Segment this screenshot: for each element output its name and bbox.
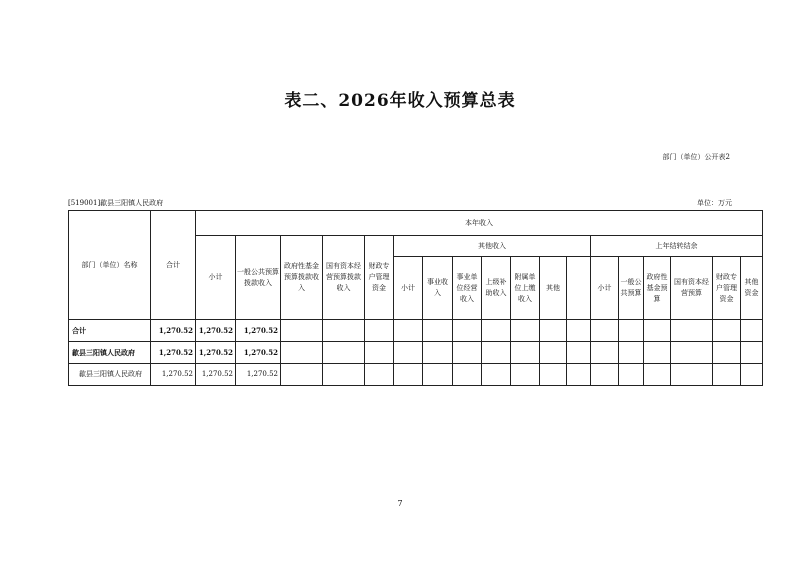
row-subtotal: 1,270.52 [196, 320, 236, 342]
header-others: 其他 [540, 257, 567, 320]
page-number: 7 [397, 499, 403, 508]
header-dept-name: 部门（单位）名称 [69, 211, 151, 320]
header-superior-subsidy: 上级补助收入 [482, 257, 511, 320]
row-general: 1,270.52 [236, 342, 281, 364]
row-general: 1,270.52 [236, 320, 281, 342]
header-affiliated-payment: 附属单位上缴收入 [511, 257, 540, 320]
header-general-budget: 一般公共预算拨款收入 [236, 236, 281, 320]
form-number: 部门（单位）公开表2 [662, 153, 730, 161]
header-co-other: 其他资金 [741, 257, 763, 320]
header-state-capital: 国有资本经营预算拨款收入 [323, 236, 365, 320]
unit-label: 单位：万元 [697, 199, 732, 207]
row-total: 1,270.52 [151, 364, 196, 386]
row-subtotal: 1,270.52 [196, 364, 236, 386]
header-gov-fund: 政府性基金预算拨款收入 [281, 236, 323, 320]
header-carryover: 上年结转结余 [591, 236, 763, 257]
header-business-income: 事业收入 [423, 257, 453, 320]
row-name: 合计 [69, 320, 151, 342]
row-subtotal: 1,270.52 [196, 342, 236, 364]
department-code: [519001]歙县三阳镇人民政府 [68, 199, 164, 207]
header-co-special: 财政专户管理资金 [713, 257, 741, 320]
income-budget-table [68, 210, 763, 386]
header-co-subtotal: 小计 [591, 257, 619, 320]
header-special-fiscal: 财政专户管理资金 [365, 236, 394, 320]
row-general: 1,270.52 [236, 364, 281, 386]
page-title: 表二、2026年收入预算总表 [284, 91, 516, 111]
header-total: 合计 [151, 211, 196, 320]
row-name: 歙县三阳镇人民政府 [69, 342, 151, 364]
table-row [69, 320, 763, 342]
header-subtotal: 小计 [196, 236, 236, 320]
header-operating-income: 事业单位经营收入 [453, 257, 482, 320]
row-total: 1,270.52 [151, 342, 196, 364]
row-name: 歙县三阳镇人民政府 [69, 364, 151, 386]
header-co-general: 一般公共预算 [619, 257, 644, 320]
unit-line [68, 198, 732, 208]
header-other-income: 其他收入 [394, 236, 591, 257]
header-co-gov-fund: 政府性基金预算 [644, 257, 671, 320]
table-row [69, 342, 763, 364]
table-row [69, 364, 763, 386]
header-blank [567, 257, 591, 320]
header-other-subtotal: 小计 [394, 257, 423, 320]
header-co-state-capital: 国有资本经营预算 [671, 257, 713, 320]
header-current-year-income: 本年收入 [196, 211, 763, 236]
row-total: 1,270.52 [151, 320, 196, 342]
